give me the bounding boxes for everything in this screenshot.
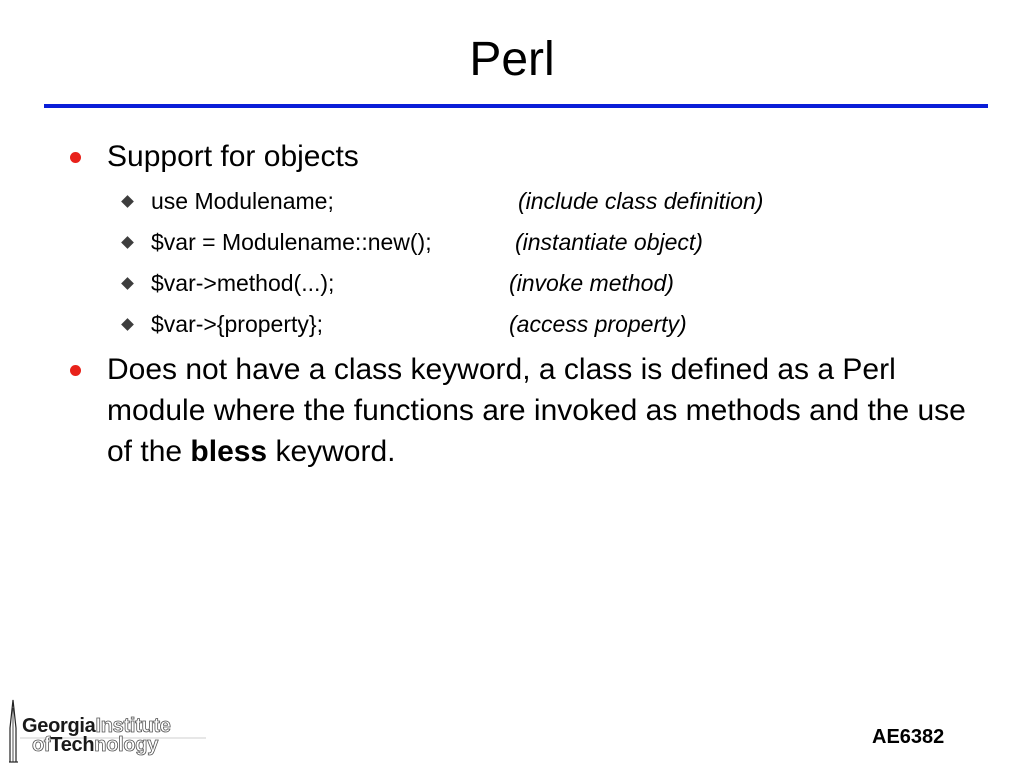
bullet-1-text: Support for objects [107, 140, 359, 173]
subitem-note: (instantiate object) [515, 229, 703, 255]
diamond-bullet-icon [121, 277, 134, 290]
subitem-code: $var = Modulename::new(); [151, 229, 432, 255]
subitem-code: $var->method(...); [151, 270, 335, 296]
subitem-note: (access property) [509, 311, 687, 337]
logo-georgia: Georgia [22, 715, 96, 737]
bullet-dot-icon [70, 152, 81, 163]
logo-tech: Tech [50, 734, 95, 756]
subitem-note: (invoke method) [509, 270, 674, 296]
diamond-bullet-icon [121, 318, 134, 331]
bless-keyword: bless [190, 435, 268, 468]
bullet-dot-icon [70, 365, 81, 376]
georgia-tech-logo [6, 698, 216, 764]
diamond-bullet-icon [121, 195, 134, 208]
subitem-code: $var->{property}; [151, 311, 323, 337]
diamond-bullet-icon [121, 236, 134, 249]
course-code: AE6382 [872, 726, 945, 748]
logo-line-2 [32, 734, 158, 756]
title-divider [44, 104, 988, 108]
bullet-2-text [107, 349, 987, 472]
logo-institute: Institute [95, 715, 171, 737]
bullet-2-text-end: keyword. [267, 435, 396, 468]
logo-nology: nology [94, 734, 159, 756]
logo-of: of [32, 734, 51, 756]
subitem-note: (include class definition) [518, 188, 764, 214]
bullet-2-text-start: Does not have a class keyword, a class is defined as a Perl module where the functions are invoked as methods and the use of the [107, 353, 966, 468]
slide-title: Perl [469, 33, 555, 86]
subitem-code: use Modulename; [151, 188, 334, 214]
